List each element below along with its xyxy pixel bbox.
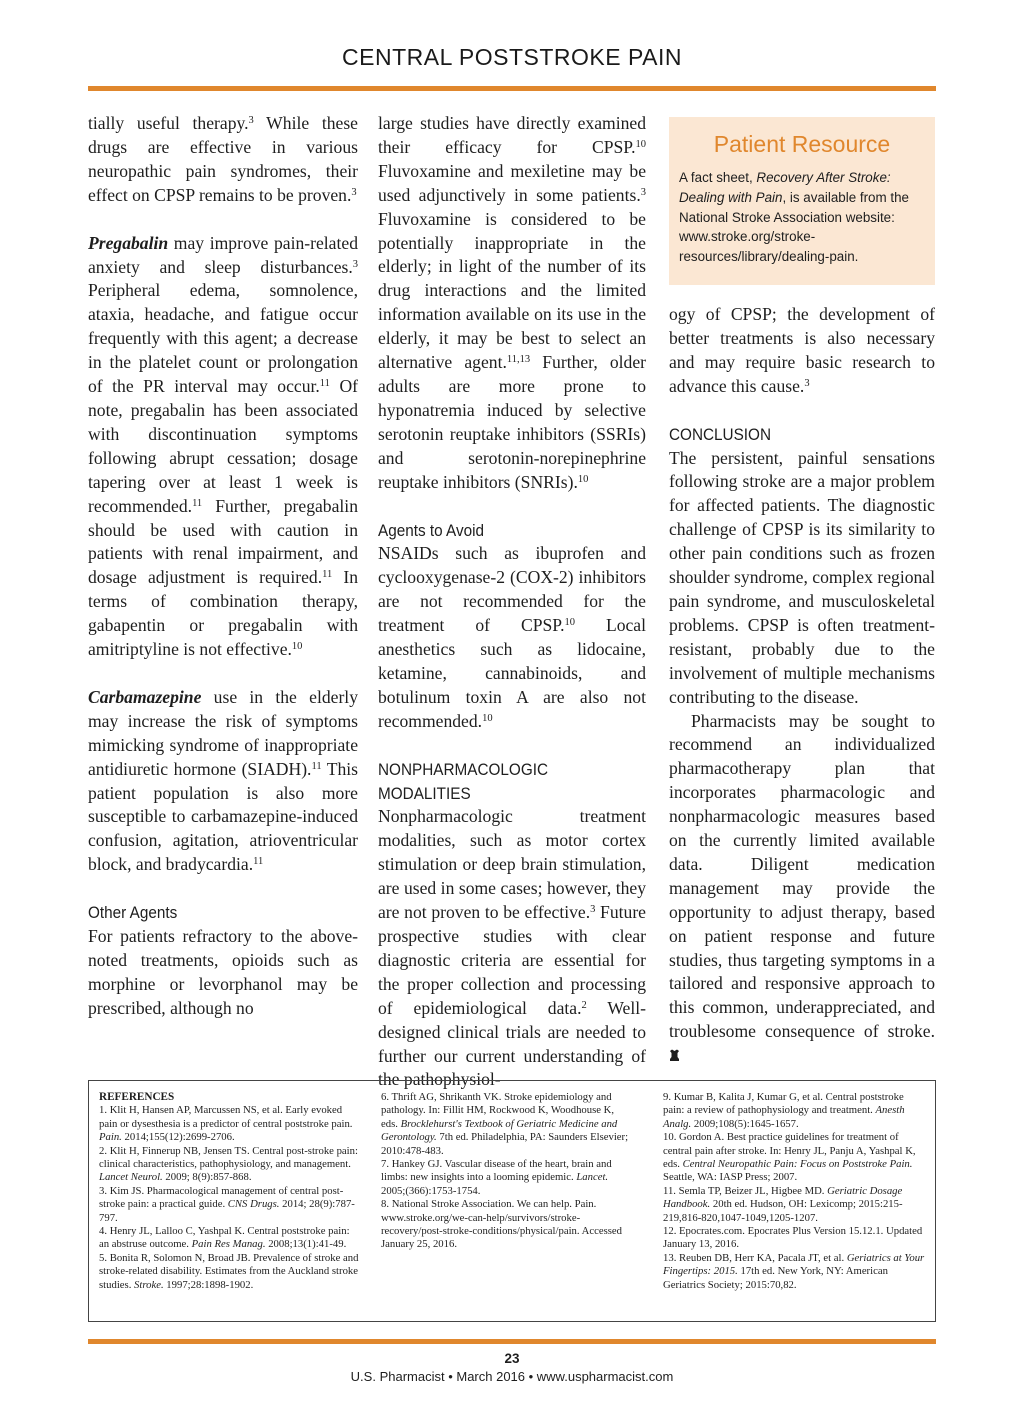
references-column-1 [99, 1091, 361, 1292]
column-1 [88, 112, 358, 1021]
pregabalin-paragraph: Pregabalin may improve pain-related anxiety and sleep disturbances.$^3$ Peripheral edema, somnolence, ataxia, headache, and fatigue occur frequently with this agent; a decrease in the platelet count or prolongation of the PR interval may occur.$^{11}$ Of note, pregabalin has been associated with discontinuation symptoms following abrupt cessation; dosage tapering over at least 1 week is recommended.$^{11}$ Further, pregabalin should be used with caution in patients with renal impairment, and dosage adjustment is required.$^{11}$ In terms of combination therapy, gabapentin or pregabalin with amitriptyline is not effective.$^{10}$ [88, 232, 359, 660]
carbamazepine-paragraph: Carbamazepine use in the elderly may increase the risk of symptoms mimicking syndrome of inappropriate antidiuretic hormone (SIADH).$^{11}$ This patient population is also more susceptible to carbamazepine-induced confusion, agitation, atrioventricular block, and bradycardia.$^{11}$ [88, 686, 358, 875]
reference-item: 2. Klit H, Finnerup NB, Jensen TS. Central post-stroke pain: clinical characteristics, pathophysiology, and management. Lancet Neurol. 2009; 8(9):857-868. [99, 1144, 358, 1184]
reference-item: 11. Semla TP, Beizer JL, Higbee MD. Geriatric Dosage Handbook. 20th ed. Hudson, OH: Lexicomp; 2015:215-219,816-820,1047-1049,1205-1207. [663, 1184, 903, 1224]
reference-item: 13. Reuben DB, Herr KA, Pacala JT, et al. Geriatrics at Your Fingertips: 2015. 17th ed. New York, NY: American Geriatrics Society; 2015:70,82. [663, 1251, 925, 1291]
paragraph: Nonpharmacologic treatment modalities, such as motor cortex stimulation or deep brain stimulation, are used in some cases; however, they are not proven to be effective.$^3$ Future prospective studies with clear diagnostic criteria are essential for the proper collection and processing of epidemiological data.$^2$ Well-designed clinical trials are needed to further our current understanding of the pathophysiol- [378, 806, 646, 1090]
drug-name: Carbamazepine [88, 686, 202, 707]
article-end-icon [669, 1049, 680, 1062]
references-column-3 [663, 1091, 925, 1292]
paragraph: Pharmacists may be sought to recommend an individualized pharmacotherapy plan that incorporates pharmacologic and nonpharmacologic measures based on the currently limited available data. Diligent medication management may provide the opportunity to adjust therapy, based on patient response and future studies, thus targeting symptoms in a tailored and responsive approach to this common, underappreciated, and troublesome consequence of stroke. [669, 710, 935, 1069]
references-box [88, 1080, 936, 1322]
paragraph: ogy of CPSP; the development of better treatments is also necessary and may require basic research to advance this cause.$^3$ [669, 304, 935, 396]
patient-resource-title: Patient Resource [713, 131, 891, 157]
section-heading: CONCLUSION [669, 424, 772, 444]
references-column-2 [381, 1091, 631, 1252]
reference-item: 7. Hankey GJ. Vascular disease of the heart, brain and limbs: new insights into a looming epidemic. Lancet. 2005;(366):1753-1754. [381, 1158, 612, 1197]
reference-item: 1. Klit H, Hansen AP, Marcussen NS, et al. Early evoked pain or dysesthesia is a predictor of central poststroke pain. Pain. 2014;155(12):2699-2706. [99, 1104, 353, 1144]
paragraph: NSAIDs such as ibuprofen and cyclooxygenase-2 (COX-2) inhibitors are not recommended for the treatment of CPSP.$^{10}$ Local anesthetics such as lidocaine, ketamine, cannabinoids, and botulinum toxin A are also not recommended.$^{10}$ [378, 543, 647, 731]
paragraph: tially useful therapy.$^3$ While these drugs are effective in various neuropathic pain syndromes, their effect on CPSP remains to be proven.$^3$ [88, 113, 358, 205]
footer-rule [88, 1339, 936, 1344]
reference-item: 9. Kumar B, Kalita J, Kumar G, et al. Central poststroke pain: a review of pathophysiology and treatment. Anesth Analg. 2009;108(5):1645-1657. [663, 1091, 905, 1130]
reference-item: 10. Gordon A. Best practice guidelines for treatment of central pain after stroke. In: Henry JL, Panju A, Yashpal K, eds. Central Neuropathic Pain: Focus on Poststroke Pain. Seattle, WA: IASP Press; 2007. [663, 1131, 916, 1184]
reference-item: 3. Kim JS. Pharmacological management of central post-stroke pain: a practical guide. CNS Drugs. 2014; 28(9):787-797. [99, 1184, 355, 1224]
column-3 [669, 303, 935, 1068]
section-heading: Other Agents [88, 903, 178, 923]
reference-item: 5. Bonita R, Solomon N, Broad JB. Prevalence of stroke and stroke-related disability. Estimates from the Auckland stroke studies. Stroke. 1997;28:1898-1902. [99, 1251, 359, 1291]
paragraph: The persistent, painful sensations following stroke are a major problem for affected patients. The diagnostic challenge of CPSP is its similarity to other pain conditions such as frozen shoulder syndrome, complex regional pain syndrome, and musculoskeletal problems. CPSP is often treatment-resistant, probably due to the involvement of multiple mechanisms contributing to the disease. [669, 447, 935, 707]
drug-name: Pregabalin [88, 232, 169, 253]
paragraph: large studies have directly examined their efficacy for CPSP.$^{10}$ Fluvoxamine and mexiletine may be used adjunctively in some patients.$^3$ Fluvoxamine is considered to be potentially inappropriate in the elderly; in light of the number of its drug interactions and the limited information available on its use in the elderly, it may be best to select an alternative agent.$^{11,13}$ Further, older adults are more prone to hyponatremia induced by selective serotonin reuptake inhibitors (SSRIs) and serotonin-norepinephrine reuptake inhibitors (SNRIs).$^{10}$ [378, 113, 647, 492]
patient-resource-text: A fact sheet, Recovery After Stroke: Dealing with Pain, is available from the National Stroke Association website: www.stroke.org/stroke-resources/library/dealing-pain. [679, 170, 909, 265]
reference-item: 6. Thrift AG, Shrikanth VK. Stroke epidemiology and pathology. In: Fillit HM, Rockwood K, Woodhouse K, eds. Brocklehurst's Textbook of Geriatric Medicine and Gerontology. 7th ed. Philadelphia, PA: Saunders Elsevier; 2010:478-483. [381, 1091, 629, 1157]
page-number: 23 [504, 1351, 520, 1366]
paragraph: For patients refractory to the above-noted treatments, opioids such as morphine or levorphanol may be prescribed, although no [88, 926, 358, 1018]
column-2 [378, 112, 646, 1092]
reference-item: 12. Epocrates.com. Epocrates Plus Version 15.12.1. Updated January 13, 2016. [663, 1225, 923, 1251]
running-header: CENTRAL POSTSTROKE PAIN [342, 44, 682, 70]
section-heading: Agents to Avoid [378, 520, 485, 540]
section-heading: MODALITIES [378, 783, 471, 803]
publication-footer: U.S. Pharmacist • March 2016 • www.uspharmacist.com [350, 1369, 674, 1384]
header-rule [88, 86, 936, 91]
fact-sheet-title: Recovery After Stroke: Dealing with Pain [679, 170, 891, 205]
reference-item: 8. National Stroke Association. We can help. Pain. www.stroke.org/we-can-help/survivors/stroke-recovery/post-stroke-conditions/physical/pain. Accessed January 25, 2016. [381, 1198, 622, 1251]
section-heading: NONPHARMACOLOGIC [378, 759, 549, 779]
references-heading: REFERENCES [99, 1091, 175, 1103]
reference-item: 4. Henry JL, Lalloo C, Yashpal K. Central poststroke pain: an abstruse outcome. Pain Res Manag. 2008;13(1):41-49. [99, 1225, 350, 1251]
patient-resource-box [669, 117, 935, 285]
